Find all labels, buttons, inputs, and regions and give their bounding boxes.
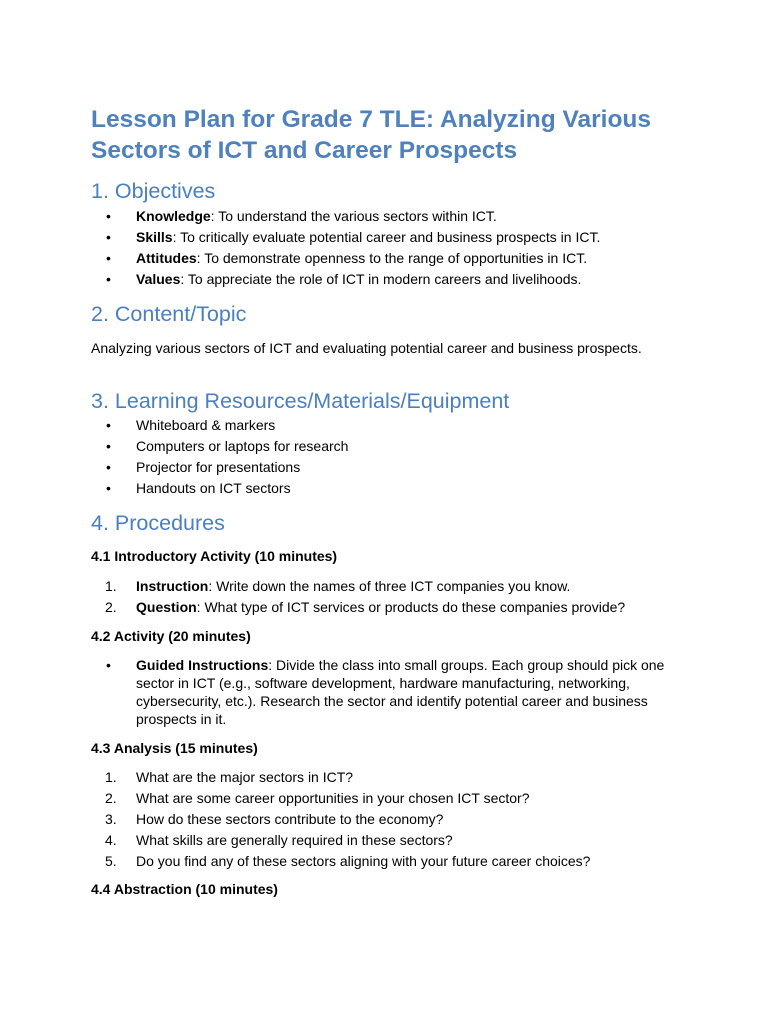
- objective-text: : To critically evaluate potential career and business prospects in ICT.: [172, 229, 601, 245]
- objective-term: Values: [136, 271, 181, 287]
- analysis-item: [91, 768, 590, 789]
- list-number: 1.: [105, 578, 117, 594]
- analysis-text: What are some career opportunities in your chosen ICT sector?: [136, 790, 530, 806]
- introductory-list: [91, 577, 625, 619]
- abstraction-heading: 4.4 Abstraction (10 minutes): [91, 881, 278, 897]
- analysis-text: What skills are generally required in these sectors?: [136, 832, 453, 848]
- analysis-item: [91, 810, 590, 831]
- procedures-heading: 4. Procedures: [91, 511, 225, 535]
- bullet-icon: •: [106, 229, 111, 245]
- bullet-icon: •: [106, 417, 111, 433]
- introductory-text: : What type of ICT services or products do these companies provide?: [196, 599, 626, 615]
- objectives-heading: 1. Objectives: [91, 179, 216, 203]
- introductory-item: [91, 598, 625, 619]
- bullet-icon: •: [106, 250, 111, 266]
- list-number: 2.: [105, 599, 117, 615]
- bullet-icon: •: [106, 480, 111, 496]
- activity-list: [91, 656, 681, 728]
- resource-item: [91, 416, 348, 437]
- resource-text: Whiteboard & markers: [136, 417, 276, 433]
- resource-item: [91, 479, 348, 500]
- analysis-text: Do you find any of these sectors aligning with your future career choices?: [136, 853, 591, 869]
- bullet-icon: •: [106, 459, 111, 475]
- content-heading: 2. Content/Topic: [91, 302, 247, 326]
- resource-text: Projector for presentations: [136, 459, 301, 475]
- bullet-icon: •: [106, 657, 111, 673]
- introductory-term: Question: [136, 599, 197, 615]
- bullet-icon: •: [106, 208, 111, 224]
- resource-text: Handouts on ICT sectors: [136, 480, 291, 496]
- analysis-item: [91, 831, 590, 852]
- content-text: Analyzing various sectors of ICT and evaluating potential career and business prospects.: [91, 340, 642, 356]
- objective-item: [91, 270, 600, 291]
- resource-item: [91, 437, 348, 458]
- bullet-icon: •: [106, 438, 111, 454]
- introductory-item: [91, 577, 625, 598]
- objective-term: Attitudes: [136, 250, 197, 266]
- objectives-list: [91, 207, 600, 291]
- activity-term: Guided Instructions: [136, 657, 269, 673]
- introductory-text: : Write down the names of three ICT companies you know.: [208, 578, 571, 594]
- bullet-icon: •: [106, 271, 111, 287]
- list-number: 3.: [105, 811, 117, 827]
- list-number: 1.: [105, 769, 117, 785]
- list-number: 5.: [105, 853, 117, 869]
- analysis-text: What are the major sectors in ICT?: [136, 769, 354, 785]
- resources-list: [91, 416, 348, 500]
- objective-text: : To appreciate the role of ICT in modern careers and livelihoods.: [180, 271, 582, 287]
- introductory-heading: 4.1 Introductory Activity (10 minutes): [91, 548, 338, 564]
- list-number: 2.: [105, 790, 117, 806]
- activity-item: [91, 656, 681, 728]
- resource-item: [91, 458, 348, 479]
- objective-term: Skills: [136, 229, 173, 245]
- introductory-term: Instruction: [136, 578, 209, 594]
- analysis-text: How do these sectors contribute to the economy?: [136, 811, 444, 827]
- objective-item: [91, 249, 600, 270]
- objective-text: : To understand the various sectors within ICT.: [210, 208, 497, 224]
- analysis-list: [91, 768, 590, 873]
- document-title: Lesson Plan for Grade 7 TLE: Analyzing Various Sectors of ICT and Career Prospects: [91, 106, 651, 164]
- objective-term: Knowledge: [136, 208, 211, 224]
- resources-heading: 3. Learning Resources/Materials/Equipment: [91, 389, 510, 413]
- activity-heading: 4.2 Activity (20 minutes): [91, 628, 251, 644]
- analysis-item: [91, 789, 590, 810]
- activity-text: : Divide the class into small groups. Each group should pick one sector in ICT (e.g., software development, hardware manufacturing, networking, cybersecurity, etc.). Research the sector and identify potential career and business prospects in it.: [136, 657, 665, 727]
- analysis-item: [91, 852, 590, 873]
- objective-text: : To demonstrate openness to the range of opportunities in ICT.: [196, 250, 588, 266]
- objective-item: [91, 207, 600, 228]
- list-number: 4.: [105, 832, 117, 848]
- analysis-heading: 4.3 Analysis (15 minutes): [91, 740, 258, 756]
- objective-item: [91, 228, 600, 249]
- resource-text: Computers or laptops for research: [136, 438, 349, 454]
